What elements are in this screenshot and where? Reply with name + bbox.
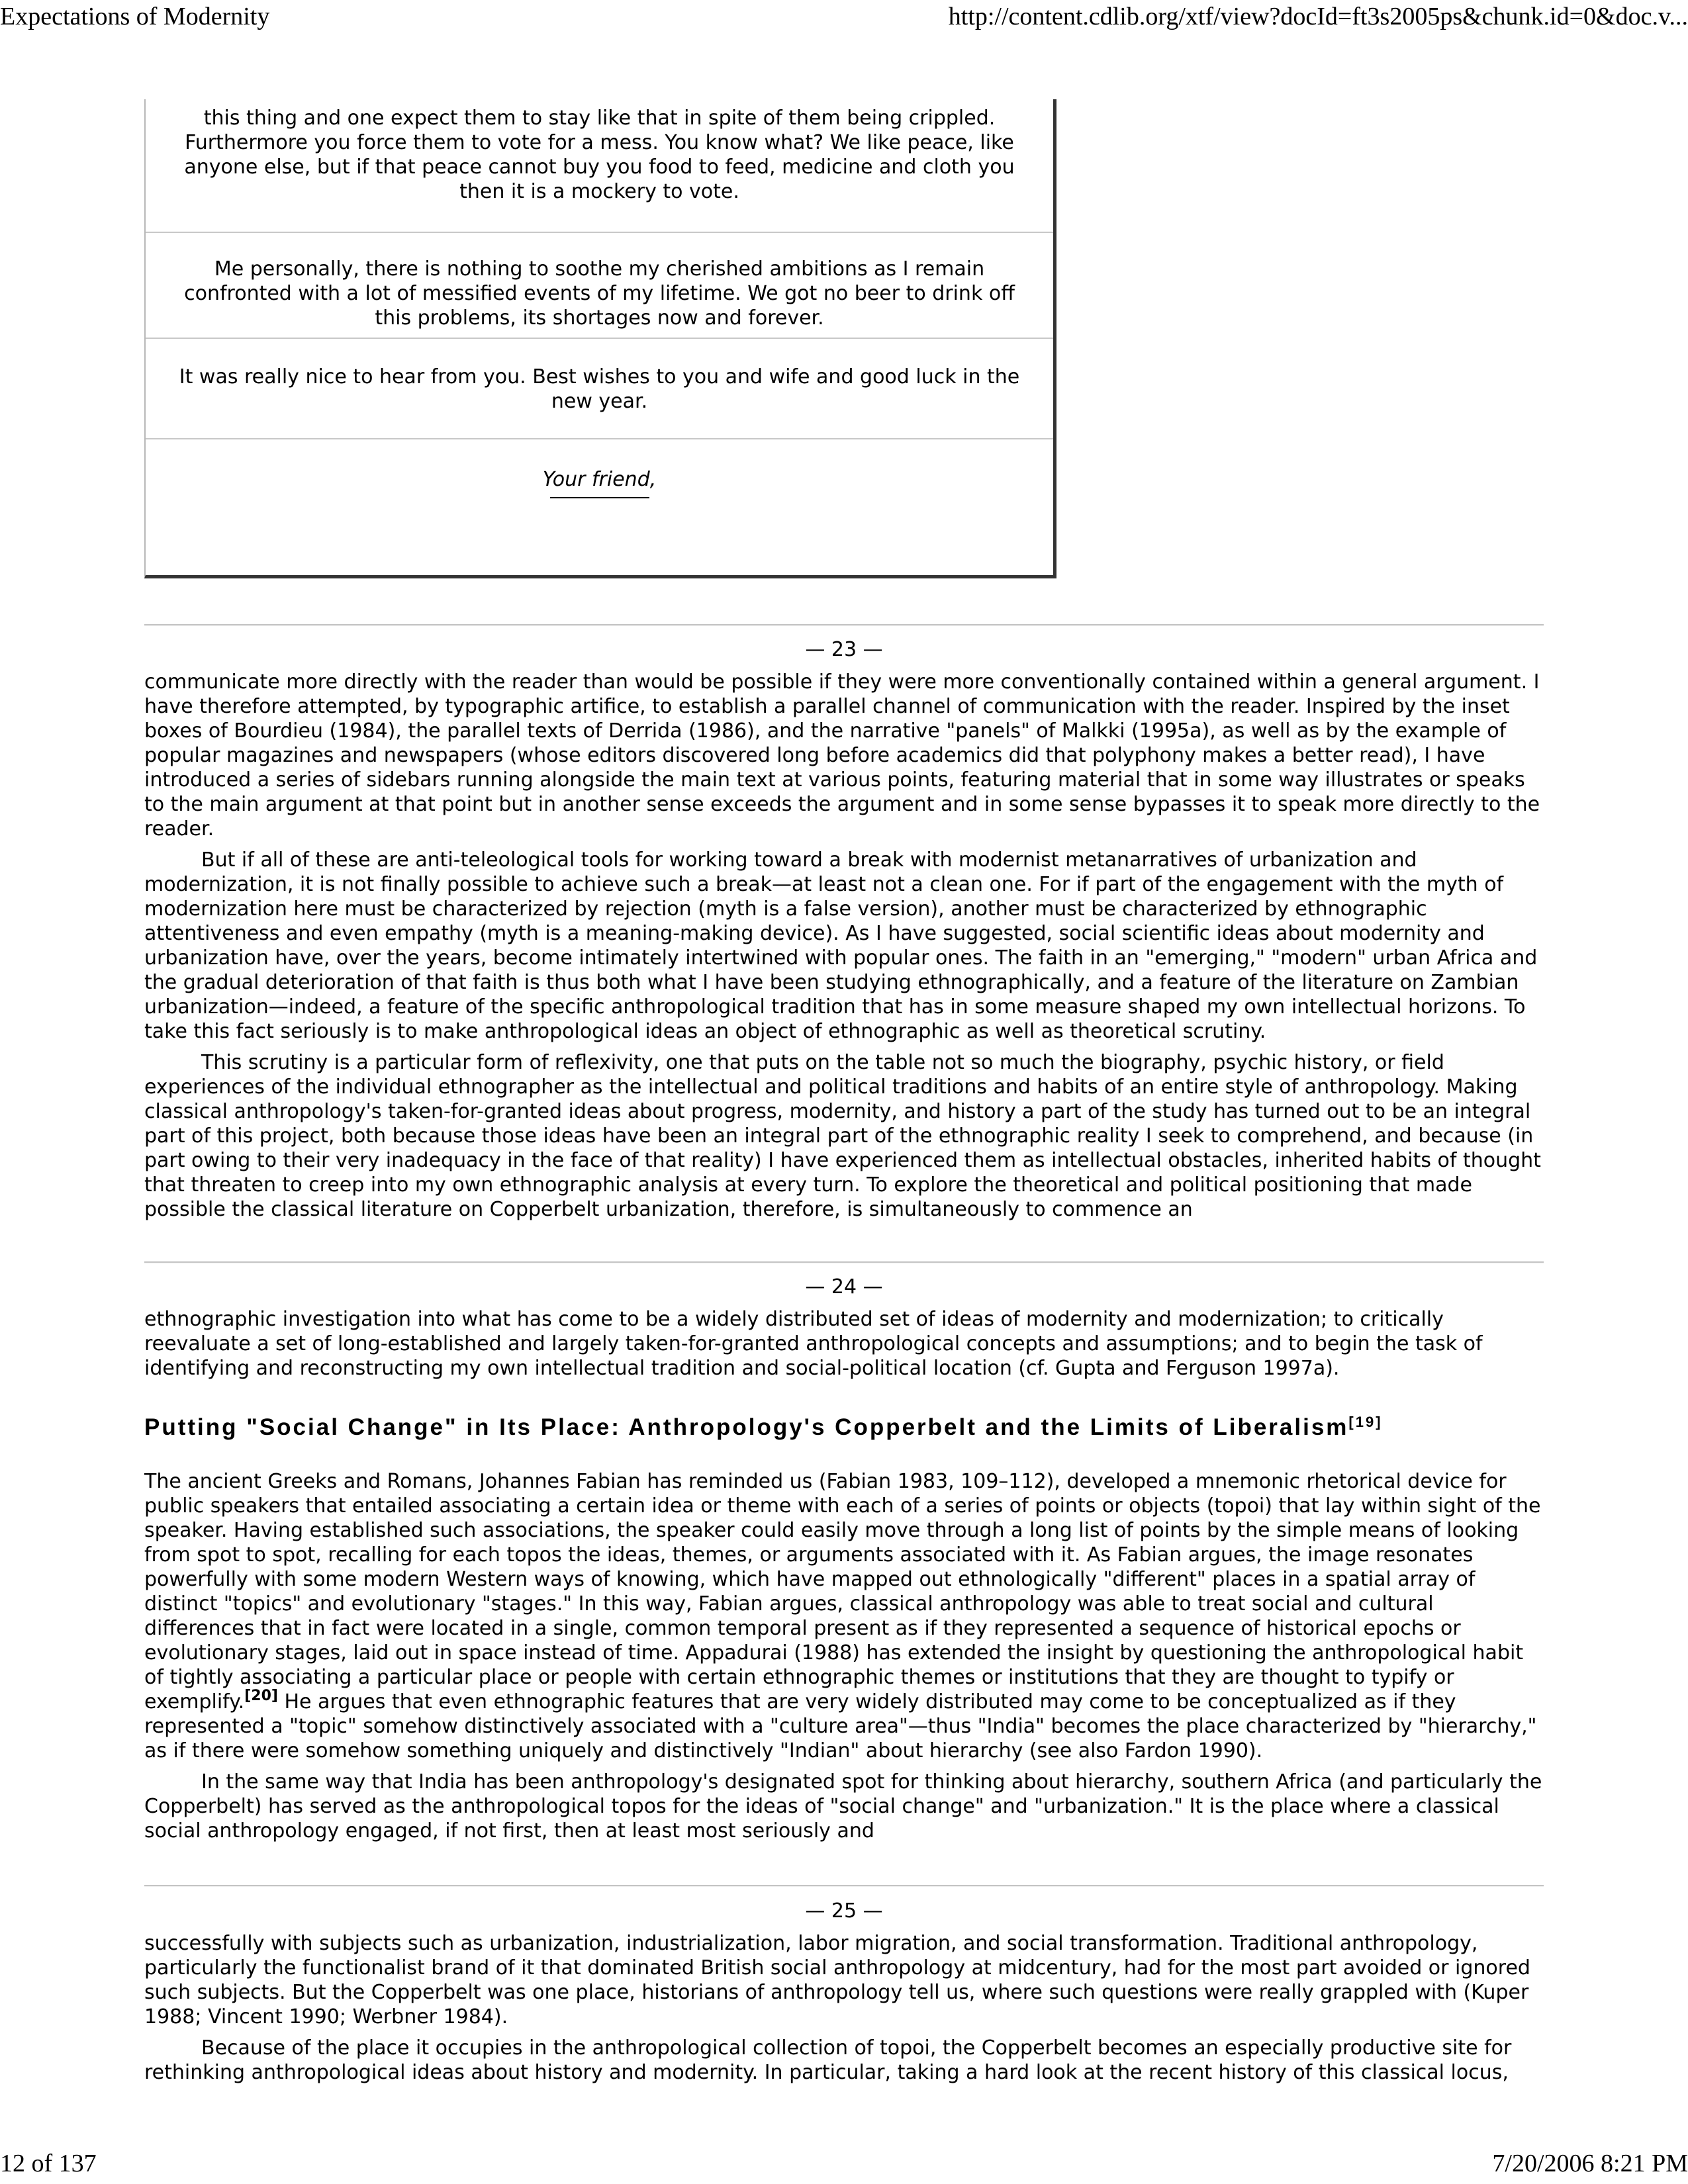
paragraph: In the same way that India has been anthropology's designated spot for thinking about hierarchy, southern Africa (and particularly the Copperbelt) has served as the anthropological topos for the ideas of "social change" and "urbanization." It is the place where a classical social anthropology engaged, if not first, then at least most seriously and — [144, 1770, 1542, 1843]
page-divider — [144, 1885, 1544, 1887]
print-datetime: 7/20/2006 8:21 PM — [1492, 2150, 1688, 2177]
letter-text: Me personally, there is nothing to soothe my cherished ambitions as I remain confronted with a lot of messified events of my lifetime. We got no beer to drink off this problems, its shortages now and forever. — [184, 257, 1015, 330]
text-section-25 — [144, 1931, 1544, 2091]
page-divider — [144, 624, 1544, 626]
footnote-link[interactable]: [19] — [1348, 1414, 1383, 1430]
letter-row — [146, 340, 1053, 439]
print-footer — [0, 2147, 1688, 2184]
text-section-24b — [144, 1469, 1544, 1850]
page-number: — 24 — — [805, 1275, 883, 1298]
paragraph: This scrutiny is a particular form of reflexivity, one that puts on the table not so much the biography, psychic history, or field experiences of the individual ethnographer as the intellectual and political traditions and habits of an entire style of anthropology. Making classical anthropology's taken-for-granted ideas about progress, modernity, and history a part of the study has turned out to be an integral part of this project, both because those ideas have been an integral part of the ethnographic reality I seek to comprehend, and because (in part owing to their very inadequacy in the face of that reality) I have experienced them as intellectual obstacles, inherited habits of thought that threaten to creep into my own ethnographic analysis at every turn. To explore the theoretical and political positioning that made possible the classical literature on Copperbelt urbanization, therefore, is simultaneously to commence an — [144, 1051, 1541, 1221]
paragraph: successfully with subjects such as urbanization, industrialization, labor migration, and social transformation. Traditional anthropology, particularly the functionalist brand of it that dominated British social anthropology at midcentury, had for the most part avoided or ignored such subjects. But the Copperbelt was one place, historians of anthropology tell us, where such questions were really grappled with (Kuper 1988; Vincent 1990; Werbner 1984). — [144, 1932, 1530, 2028]
page-number: — 23 — — [805, 638, 883, 661]
letter-row — [146, 233, 1053, 339]
paragraph: But if all of these are anti-teleological tools for working toward a break with modernist metanarratives of urbanization and modernization, it is not finally possible to achieve such a break—at least not a clean one. For if part of the engagement with the myth of modernization here must be characterized by rejection (myth is a false version), another must be characterized by ethnographic attentiveness and even empathy (myth is a meaning-making device). As I have suggested, social scientific ideas about modernity and urbanization have, over the years, become intimately intertwined with popular ones. The faith in an "emerging," "modern" urban Africa and the gradual deterioration of that faith is thus both what I have been studying ethnographically, and a feature of the literature on Zambian urbanization—indeed, a feature of the specific anthropological tradition that has in some measure shaped my own intellectual horizons. To take this fact seriously is to make anthropological ideas an object of ethnographic as well as theoretical scrutiny. — [144, 848, 1538, 1043]
letter-text: It was really nice to hear from you. Best wishes to you and wife and good luck in the new year. — [179, 365, 1020, 413]
paragraph: Because of the place it occupies in the anthropological collection of topoi, the Copperbelt becomes an especially productive site for rethinking anthropological ideas about history and modernity. In particular, taking a hard look at the recent history of this classical locus, — [144, 2036, 1512, 2084]
document-title: Expectations of Modernity — [0, 3, 270, 30]
paragraph: ethnographic investigation into what has come to be a widely distributed set of ideas of modernity and modernization; to critically reevaluate a set of long-established and largely taken-for-granted anthropological concepts and assumptions; and to begin the task of identifying and reconstructing my own intellectual tradition and social-political location (cf. Gupta and Ferguson 1997a). — [144, 1308, 1483, 1380]
text-section-23 — [144, 670, 1544, 1228]
page-number: — 25 — — [805, 1899, 883, 1923]
letter-sidebar — [144, 99, 1056, 578]
page-divider — [144, 1261, 1544, 1263]
section-heading — [144, 1413, 1568, 1442]
paragraph — [144, 1469, 1544, 1763]
letter-row — [146, 106, 1053, 233]
page-count: 12 of 137 — [0, 2150, 97, 2177]
print-header — [0, 0, 1688, 40]
footnote-link[interactable]: [20] — [244, 1688, 278, 1704]
paragraph-text: He argues that even ethnographic features that are very widely distributed may come to be conceptualized as if they represented a "topic" somehow distinctively associated with a "culture area"—thus "India" becomes the place characterized by "hierarchy," as if there were somehow something uniquely and distinctively "Indian" about hierarchy (see also Fardon 1990). — [144, 1690, 1537, 1762]
document-url[interactable]: http://content.cdlib.org/xtf/view?docId=ft3s2005ps&chunk.id=0&doc.v... — [948, 3, 1688, 30]
paragraph: communicate more directly with the reader than would be possible if they were more conventionally contained within a general argument. I have therefore attempted, by typographic artifice, to establish a parallel channel of communication with the reader. Inspired by the inset boxes of Bourdieu (1984), the parallel texts of Derrida (1986), and the narrative "panels" of Malkki (1995a), as well as by the example of popular magazines and newspapers (whose editors discovered long before academics did that polyphony makes a better read), I have introduced a series of sidebars running alongside the main text at various points, featuring material that in some way illustrates or speaks to the main argument at that point but in another sense exceeds the argument and in some sense bypasses it to speak more directly to the reader. — [144, 670, 1540, 841]
text-section-24 — [144, 1307, 1544, 1387]
letter-signoff: Your friend, — [542, 468, 657, 491]
paragraph-text: The ancient Greeks and Romans, Johannes Fabian has reminded us (Fabian 1983, 109–112), developed a mnemonic rhetorical device for public speakers that entailed associating a certain idea or theme with each of a series of points or objects (topoi) that lay within sight of the speaker. Having established such associations, the speaker could easily move through a long list of points by the simple means of looking from spot to spot, recalling for each topos the ideas, themes, or arguments associated with it. As Fabian argues, the image resonates powerfully with some modern Western ways of knowing, which have mapped out ethnologically "different" places in a spatial array of distinct "topics" and evolutionary "stages." In this way, Fabian argues, classical anthropology was able to treat social and cultural differences that in fact were located in a single, common temporal present as if they represented a sequence of historical epochs or evolutionary stages, laid out in space instead of time. Appadurai (1988) has extended the insight by questioning the anthropological habit of tightly associating a particular place or people with certain ethnographic themes or institutions that they are thought to typify or exemplify. — [144, 1470, 1541, 1713]
letter-text: this thing and one expect them to stay like that in spite of them being crippled. Furthermore you force them to vote for a mess. You know what? We like peace, like anyone else, but if that peace cannot buy you food to feed, medicine and cloth you then it is a mockery to vote. — [184, 107, 1015, 203]
letter-signoff-row — [146, 441, 1053, 573]
section-heading-text: Putting "Social Change" in Its Place: Anthropology's Copperbelt and the Limits of Liberalism — [144, 1414, 1349, 1440]
signature-blank-line — [550, 493, 649, 498]
